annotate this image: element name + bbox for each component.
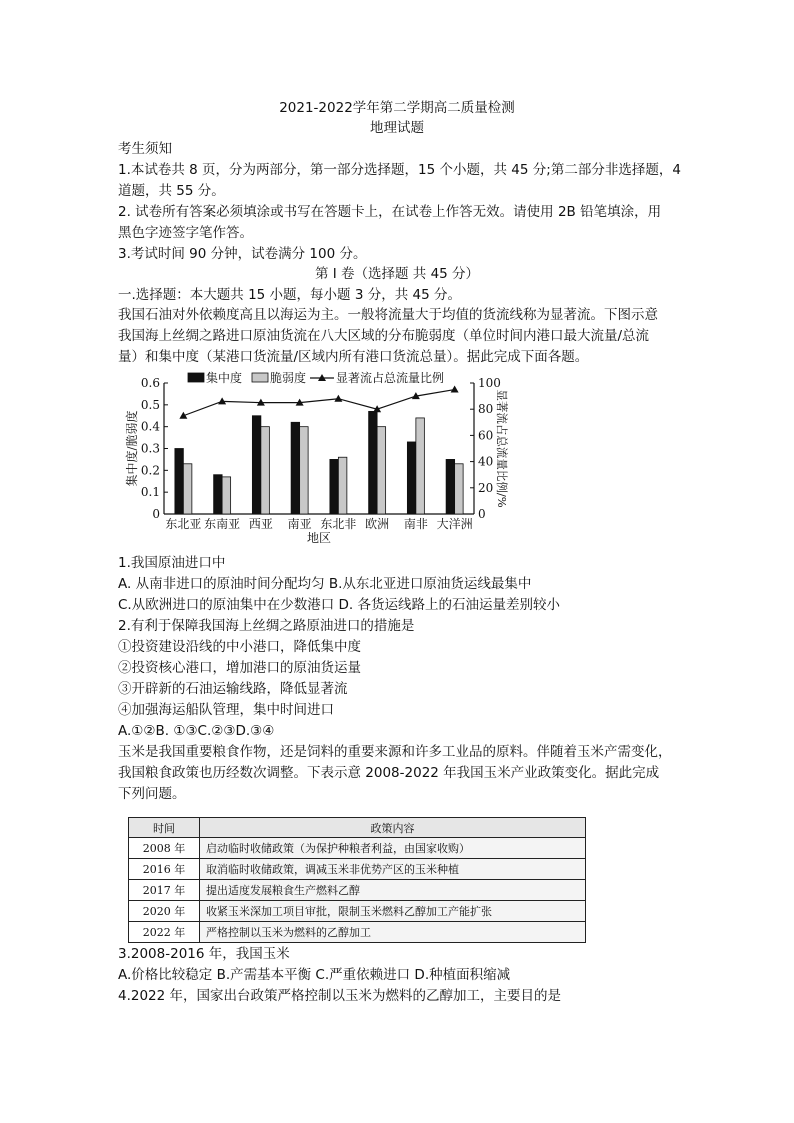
- table-cell-year: 2016 年: [129, 859, 200, 880]
- q2-item-4: ④加强海运船队管理，集中时间进口: [118, 702, 334, 718]
- q2-item-2: ②投资核心港口，增加港口的原油货运量: [118, 660, 361, 676]
- notice-line-3: 2. 试卷所有答案必须填涂或书写在答题卡上，在试卷上作答无效。请使用 2B 铅笔填涂，用: [118, 204, 662, 220]
- bar-vulnerability: [338, 457, 347, 514]
- table-row: [129, 838, 586, 859]
- y-tick-label: 0.3: [140, 441, 160, 456]
- table-row: [129, 880, 586, 901]
- table-cell-content: 启动临时收储政策（为保护种粮者利益，由国家收购）: [200, 838, 586, 859]
- exam-subject: 地理试题: [370, 120, 424, 136]
- x-tick-label: 东南亚: [204, 517, 241, 531]
- significant-flow-point: [451, 386, 459, 393]
- bar-vulnerability: [300, 427, 309, 514]
- legend-label-vulnerability: 脆弱度: [270, 371, 307, 385]
- q3-options: A.价格比较稳定 B.产需基本平衡 C.严重依赖进口 D.种植面积缩减: [118, 967, 511, 983]
- y-tick-label: 0.1: [140, 485, 160, 500]
- y-tick-label: 0: [152, 507, 160, 521]
- y-tick-label: 0.5: [140, 397, 160, 412]
- bar-vulnerability: [183, 464, 192, 514]
- legend-label-significant-flow: 显著流占总流量比例: [336, 371, 445, 385]
- x-tick-label: 南亚: [287, 517, 312, 531]
- table-cell-year: 2017 年: [129, 880, 200, 901]
- legend-swatch-vulnerability: [252, 373, 268, 382]
- notice-line-4: 黑色字迹签字笔作答。: [118, 225, 253, 241]
- x-tick-label: 大洋洲: [436, 517, 473, 531]
- legend-label-concentration: 集中度: [206, 371, 243, 385]
- q1-options-cd: C.从欧洲进口的原油集中在少数港口 D. 各货运线路上的石油运量差别较小: [118, 597, 560, 613]
- y2-tick-label: 100: [478, 376, 501, 390]
- x-tick-label: 欧洲: [365, 517, 390, 531]
- passage2-line-1: 玉米是我国重要粮食作物，还是饲料的重要来源和许多工业品的原料。伴随着玉米产需变化，: [118, 744, 672, 760]
- bar-concentration: [291, 422, 300, 514]
- y2-tick-label: 20: [478, 480, 494, 495]
- table-cell-content: 严格控制以玉米为燃料的乙醇加工: [200, 922, 586, 943]
- table-cell-content: 收紧玉米深加工项目审批，限制玉米燃料乙醇加工产能扩张: [200, 901, 586, 922]
- significant-flow-point: [334, 395, 342, 402]
- x-tick-label: 西亚: [248, 517, 273, 531]
- passage2-line-3: 下列问题。: [118, 786, 186, 802]
- notice-line-2: 道题，共 55 分。: [118, 183, 225, 199]
- x-tick-label: 南非: [403, 517, 428, 531]
- passage1-line-3: 量）和集中度（某港口货流量/区域内所有港口货流总量）。据此完成下面各题。: [118, 349, 589, 365]
- bar-vulnerability: [222, 477, 231, 514]
- q1-options-ab: A. 从南非进口的原油时间分配均匀 B.从东北亚进口原油货运线最集中: [118, 576, 532, 592]
- bar-concentration: [369, 411, 378, 514]
- exam-title: 2021-2022学年第二学期高二质量检测: [279, 100, 515, 116]
- x-tick-label: 东北非: [320, 517, 357, 531]
- table-row: [129, 922, 586, 943]
- bar-vulnerability: [455, 464, 464, 514]
- bar-concentration: [330, 459, 339, 514]
- x-tick-label: 东北亚: [165, 517, 202, 531]
- table-row: [129, 859, 586, 880]
- notice-line-5: 3.考试时间 90 分钟，试卷满分 100 分。: [118, 246, 367, 262]
- table-row: [129, 901, 586, 922]
- passage2-line-2: 我国粮食政策也历经数次调整。下表示意 2008-2022 年我国玉米产业政策变化。据此完成: [118, 765, 660, 781]
- y-axis-title: 集中度/脆弱度: [125, 410, 139, 487]
- passage1-line-1: 我国石油对外依赖度高且以海运为主。一般将流量大于均值的货流线称为显著流。下图示意: [118, 307, 658, 323]
- y-tick-label: 0.6: [140, 376, 160, 390]
- legend-swatch-concentration: [188, 373, 204, 382]
- q2-item-3: ③开辟新的石油运输线路，降低显著流: [118, 681, 348, 697]
- table-header-content: 政策内容: [200, 818, 586, 838]
- q3-stem: 3.2008-2016 年，我国玉米: [118, 946, 290, 962]
- bar-vulnerability: [261, 427, 270, 514]
- oil-import-chart: [122, 370, 510, 545]
- bar-concentration: [214, 475, 223, 514]
- notice-heading: 考生须知: [118, 141, 172, 157]
- q2-options: A.①②B. ①③C.②③D.③④: [118, 723, 275, 739]
- table-cell-year: 2020 年: [129, 901, 200, 922]
- q2-item-1: ①投资建设沿线的中小港口，降低集中度: [118, 639, 361, 655]
- q2-stem: 2.有利于保障我国海上丝绸之路原油进口的措施是: [118, 618, 415, 634]
- passage1-line-2: 我国海上丝绸之路进口原油货流在八大区域的分布脆弱度（单位时间内港口最大流量/总流: [118, 328, 650, 344]
- y2-tick-label: 40: [478, 454, 494, 469]
- table-header-time: 时间: [129, 818, 200, 838]
- y2-axis-title: 显著流占总流量比例/%: [495, 389, 509, 508]
- bar-concentration: [252, 416, 261, 514]
- bar-concentration: [407, 442, 416, 514]
- bar-concentration: [446, 459, 455, 514]
- bar-concentration: [175, 449, 184, 515]
- table-cell-content: 取消临时收储政策，调减玉米非优势产区的玉米种植: [200, 859, 586, 880]
- notice-line-1: 1.本试卷共 8 页，分为两部分，第一部分选择题，15 个小题，共 45 分;第二部分非选择题，4: [118, 162, 681, 178]
- y2-tick-label: 60: [478, 428, 494, 443]
- policy-table: [128, 817, 586, 943]
- y2-tick-label: 80: [478, 402, 494, 417]
- q4-stem: 4.2022 年，国家出台政策严格控制以玉米为燃料的乙醇加工，主要目的是: [118, 988, 562, 1004]
- y-tick-label: 0.4: [140, 419, 160, 434]
- bar-vulnerability: [377, 427, 386, 514]
- y2-tick-label: 0: [478, 507, 486, 521]
- bar-vulnerability: [416, 418, 425, 514]
- table-cell-year: 2008 年: [129, 838, 200, 859]
- y-tick-label: 0.2: [140, 463, 160, 478]
- table-cell-content: 提出适度发展粮食生产燃料乙醇: [200, 880, 586, 901]
- section-instruction: 一.选择题：本大题共 15 小题，每小题 3 分，共 45 分。: [118, 287, 461, 303]
- section-title: 第 I 卷（选择题 共 45 分）: [314, 266, 480, 282]
- table-header-row: [129, 818, 586, 838]
- table-cell-year: 2022 年: [129, 922, 200, 943]
- q1-stem: 1.我国原油进口中: [118, 555, 226, 571]
- x-axis-label: 地区: [306, 531, 332, 545]
